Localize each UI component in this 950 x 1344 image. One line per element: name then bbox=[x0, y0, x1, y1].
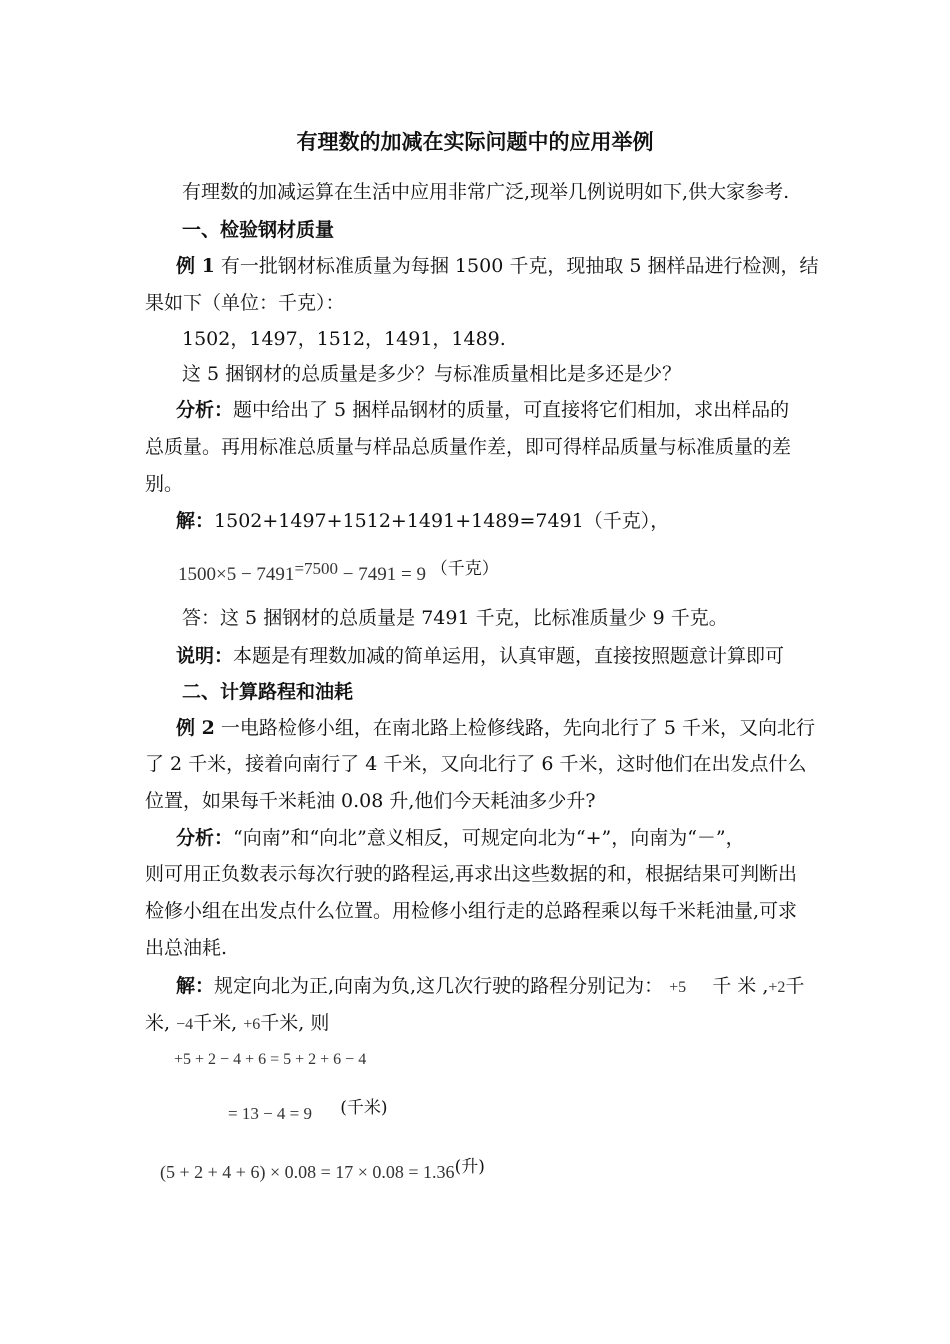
example-1-question: 这 5 捆钢材的总质量是多少？与标准质量相比是多还是少？ bbox=[182, 363, 682, 385]
example-2-eq2-text: = 13 − 4 = 9 bbox=[228, 1104, 313, 1123]
example-1-eq-part-2: =7500 bbox=[294, 559, 339, 578]
example-2-text-1: 一电路检修小组，在南北路上检修线路，先向北行了 5 千米，又向北行 bbox=[220, 717, 816, 739]
example-1-note-text: 本题是有理数加减的简单运用，认真审题，直接按照题意计算即可 bbox=[233, 645, 785, 667]
example-1-eq-part-1: 1500×5 − 7491 bbox=[178, 564, 295, 585]
example-1-eq-part-3: − 7491 = 9 bbox=[342, 564, 426, 585]
example-2-line-3: 位置，如果每千米耗油 0.08 升,他们今天耗油多少升? bbox=[145, 790, 596, 812]
example-1-analysis-line-1 bbox=[176, 398, 789, 422]
example-2-value-1: +5 bbox=[669, 979, 687, 996]
example-1-analysis-text-1: 题中给出了 5 捆样品钢材的质量，可直接将它们相加，求出样品的 bbox=[233, 399, 790, 421]
example-1-note-label: 说明： bbox=[176, 645, 234, 667]
section-heading-1: 一、检验钢材质量 bbox=[182, 219, 335, 241]
example-2-equation-3 bbox=[160, 1155, 485, 1184]
section-heading-2: 二、计算路程和油耗 bbox=[182, 681, 354, 703]
example-2-analysis-line-3: 检修小组在出发点什么位置。用检修小组行走的总路程乘以每千米耗油量,可求 bbox=[145, 900, 798, 922]
example-2-solution-text-2: 米, bbox=[145, 1012, 171, 1034]
example-2-solution-line-2 bbox=[145, 1011, 329, 1037]
example-2-line-2: 了 2 千米，接着向南行了 4 千米，又向北行了 6 千米，这时他们在出发点什么 bbox=[145, 753, 807, 775]
example-1-analysis-line-3: 别。 bbox=[145, 473, 184, 495]
example-1-label: 例 1 bbox=[176, 255, 215, 277]
example-1-solution-line-1 bbox=[176, 509, 669, 533]
example-2-analysis-line-1 bbox=[176, 826, 745, 850]
example-2-value-4: +6 bbox=[243, 1016, 261, 1033]
example-2-solution-text-1: 规定向北为正,向南为负,这几次行驶的路程分别记为： bbox=[214, 975, 664, 997]
example-2-analysis-text-1: “向南”和“向北”意义相反，可规定向北为“+”，向南为“－”， bbox=[233, 827, 745, 849]
intro-paragraph: 有理数的加减运算在生活中应用非常广泛,现举几例说明如下,供大家参考. bbox=[182, 181, 790, 203]
example-1-analysis-line-2: 总质量。再用标准总质量与样品总质量作差，即可得样品质量与标准质量的差 bbox=[145, 436, 792, 458]
example-2-solution-label: 解： bbox=[176, 975, 215, 997]
example-1-solution-text-1: 1502+1497+1512+1491+1489=7491（千克）， bbox=[214, 510, 670, 532]
example-2-eq2-unit: (千米) bbox=[340, 1098, 388, 1118]
example-2-analysis-label: 分析： bbox=[176, 827, 234, 849]
example-2-analysis-line-2: 则可用正负数表示每次行驶的路程运,再求出这些数据的和，根据结果可判断出 bbox=[145, 863, 798, 885]
example-1-equation bbox=[178, 557, 499, 587]
example-1-analysis-label: 分析： bbox=[176, 399, 234, 421]
example-2-eq3-text: (5 + 2 + 4 + 6) × 0.08 = 17 × 0.08 = 1.36 bbox=[160, 1162, 455, 1182]
example-2-unit-3: 千米, bbox=[193, 1012, 238, 1034]
example-2-equation-1: +5 + 2 − 4 + 6 = 5 + 2 + 6 − 4 bbox=[174, 1051, 367, 1068]
example-2-value-3: −4 bbox=[176, 1016, 194, 1033]
page-title: 有理数的加减在实际问题中的应用举例 bbox=[296, 129, 654, 154]
example-1-line-2: 果如下（单位：千克）： bbox=[145, 292, 345, 314]
example-2-unit-2: 千 bbox=[785, 975, 805, 997]
example-1-solution-label: 解： bbox=[176, 510, 215, 532]
example-1-line-1 bbox=[176, 254, 819, 278]
example-2-line-1 bbox=[176, 716, 815, 740]
example-2-equation-2 bbox=[228, 1096, 388, 1126]
example-1-eq-unit: （千克） bbox=[430, 559, 499, 579]
example-2-eq3-unit: (升) bbox=[454, 1157, 485, 1177]
example-1-answer: 答：这 5 捆钢材的总质量是 7491 千克，比标准质量少 9 千克。 bbox=[182, 607, 728, 629]
example-2-label: 例 2 bbox=[176, 717, 215, 739]
example-1-note bbox=[176, 644, 784, 668]
example-2-unit-4: 千米, 则 bbox=[260, 1012, 330, 1034]
example-1-data: 1502，1497，1512，1491，1489. bbox=[182, 328, 506, 350]
example-2-analysis-line-4: 出总油耗. bbox=[145, 937, 228, 959]
example-2-value-2: +2 bbox=[768, 979, 786, 996]
example-2-unit-1: 千 米 , bbox=[712, 975, 769, 997]
example-1-text-1: 有一批钢材标准质量为每捆 1500 千克，现抽取 5 捆样品进行检测，结 bbox=[220, 255, 819, 277]
example-2-solution-line-1 bbox=[176, 974, 804, 1000]
